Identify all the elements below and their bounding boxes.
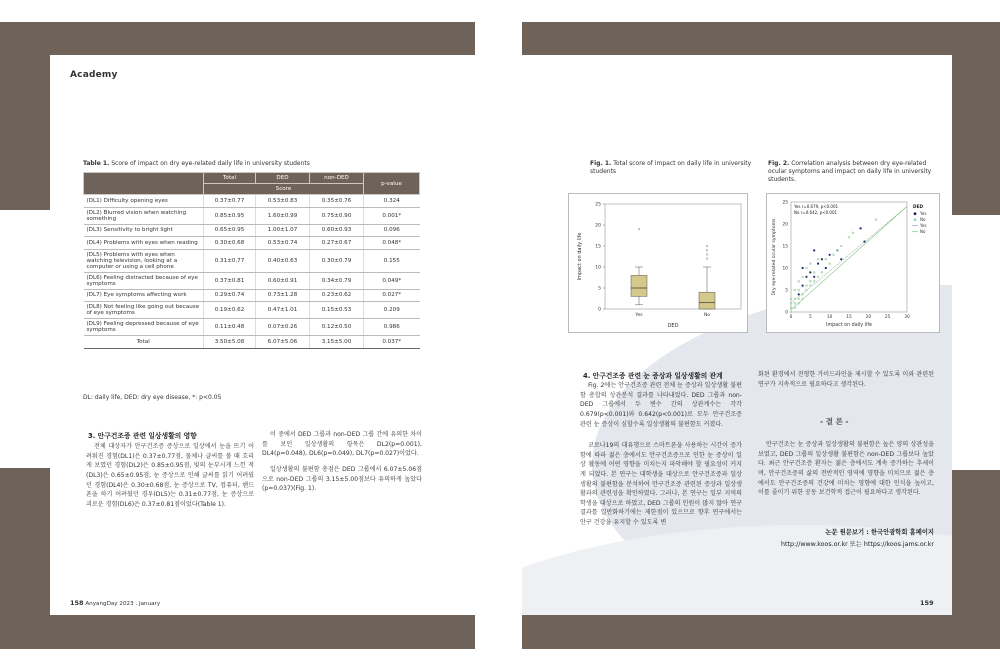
- conclusion-text: 안구건조는 눈 증상과 일상생활의 불편함은 높은 양의 상관성을 보였고, DED 그룹의 일상생활 불편함은 non-DED 그룹보다 높았다. 최근 안구건조증 환자는 젊은 층에서도 계속 증가하는 추세이며, 안구건조증의 삶의 전반적인 영역에 영향을 미치므로 젊은 층에서도 안구건조증의 건강에 미치는 영향에 대한 인식을 높이고, 이를 줄이기 위한 공동 보건학적 접근이 필요하다고 생각된다.: [758, 441, 934, 497]
- fig2-data-point: [805, 289, 808, 292]
- fig2-legend-label: No: [920, 229, 926, 234]
- fig2-data-point: [825, 258, 828, 261]
- fig2-data-point: [809, 280, 812, 283]
- fig2-data-point: [794, 302, 797, 305]
- table-header-score: Score: [204, 184, 364, 195]
- fig2-data-point: [790, 306, 793, 309]
- fig2-data-point: [860, 227, 862, 229]
- fig2-data-point: [797, 289, 800, 292]
- fig2-data-point: [790, 311, 793, 314]
- fig2-ytick-label: 25: [782, 200, 788, 206]
- fig2-data-point: [817, 276, 820, 279]
- fig2-legend-marker: [914, 218, 917, 221]
- fig2-data-point: [801, 276, 804, 279]
- fig1-plot-frame: [605, 204, 741, 309]
- fig2-data-point: [797, 280, 800, 283]
- fig1-ytick-label: 20: [595, 223, 601, 229]
- table-score-impact: [83, 172, 420, 349]
- top-band-right: [522, 22, 1000, 57]
- section4-column1-para2: 코로나19의 대유행으로 스마트폰을 사용하는 시간이 증가함에 따라 젊은 층에서도 안구건조증으로 인한 눈 증상이 일상 활동에 어떤 영향을 미치는지 파악해야 할 필요성이 커지게 되었다. 본 연구는 대학생을 대상으로 안구건조증과 일상생활의 불편함을 분석하여 안구건조증 관련된 증상과 일상생활과의 관련성을 확인하였다. 그러나, 본 연구는 일부 지역의 학생을 대상으로 하였고, DED 그룹의 인원이 많지 않아 연구 결과를 일반화하기에는 제한점이 있으므로 향후 연구에서는 안구 건강을 유지할 수 있도록 변: [580, 442, 742, 526]
- fig2-xtick-label: 10: [826, 315, 833, 320]
- fig2-xtick-label: 0: [789, 315, 793, 320]
- fig1-outlier-point: [706, 254, 708, 256]
- table-header-nonded: non-DED: [310, 173, 364, 184]
- fig2-data-point: [790, 302, 793, 305]
- fig2-data-point: [828, 262, 831, 265]
- section3-column2-para1: 이 중에서 DED 그룹과 non-DED 그룹 간에 유의한 차이를 보인 일상생활의 항목은 DL2(p=0.001), DL4(p=0.048), DL6(p=0.049), DL7(p=0.027)이었다.: [262, 431, 422, 458]
- fig2-data-point: [840, 245, 843, 248]
- fig2-data-point: [825, 267, 827, 269]
- fig2-data-point: [797, 302, 800, 305]
- fig1-ytick-label: 10: [595, 265, 601, 271]
- table-header-pvalue: p-value: [364, 173, 420, 195]
- fig2-data-point: [801, 293, 804, 296]
- fig2-ytick-label: 15: [782, 244, 788, 250]
- section3-column2-para2: 일상생활의 불편함 총점은 DED 그룹에서 6.07±5.06점으로 non-DED 그룹의 3.15±5.00점보다 유의하게 높았다(p=0.037)(Fig. 1).: [262, 466, 422, 493]
- fig1-boxplot: [569, 194, 749, 334]
- table-header-total: Total: [204, 173, 256, 184]
- fig2-data-point: [798, 293, 800, 295]
- table-header-blank: [84, 173, 204, 195]
- fig1-caption: Fig. 1. Total score of impact on daily life in university students: [590, 160, 752, 176]
- fig2-data-point: [821, 258, 823, 260]
- right-edge-tab-bottom: [952, 470, 1000, 615]
- source-label: 논문 원문보기 : 한국안광학회 홈페이지: [825, 529, 934, 536]
- fig2-data-point: [813, 249, 815, 251]
- fig2-ytick-label: 5: [785, 288, 788, 294]
- bottom-band-right: [522, 612, 1000, 649]
- fig2-data-point: [813, 280, 816, 283]
- fig2-data-point: [809, 284, 812, 287]
- left-page-footer: [70, 599, 160, 607]
- table-header-ded: DED: [256, 173, 310, 184]
- fig2-data-point: [848, 236, 851, 239]
- fig1-category-label: No: [703, 313, 711, 318]
- left-journal-label: AnyangDay 2023 . January: [85, 601, 161, 607]
- left-page-number: 158: [70, 599, 84, 607]
- table-row: (DL1) Difficulty opening eyes 0.37±0.77 0.53±0.83 0.35±0.76 0.324: [84, 195, 420, 208]
- fig2-data-point: [790, 298, 793, 301]
- fig1-container: [568, 193, 748, 333]
- fig2-data-point: [809, 262, 812, 265]
- table-row: (DL5) Problems with eyes when watching television, looking at a computer or using a cell phone 0.31±0.77 0.40±0.63 0.30±0.79 0.155: [84, 249, 420, 272]
- table-row: (DL3) Sensitivity to bright light 0.65±0.95 1.00±1.07 0.60±0.93 0.096: [84, 224, 420, 237]
- fig2-yaxis-label: Dry eye-related ocular symptoms: [772, 218, 777, 296]
- fig2-data-point: [809, 271, 811, 273]
- fig2-annotation: No r=0.642, p<0.001: [794, 210, 838, 215]
- fig2-data-point: [801, 298, 804, 301]
- fig2-data-point: [794, 306, 797, 309]
- table-total-row: Total 3.50±5.08 6.07±5.06 3.15±5.00 0.037*: [84, 336, 420, 349]
- fig2-xtick-label: 20: [865, 315, 872, 320]
- fig2-data-point: [797, 298, 800, 301]
- table-row: (DL6) Feeling distracted because of eye symptoms 0.37±0.81 0.60±0.91 0.34±0.79 0.049*: [84, 272, 420, 289]
- fig2-data-point: [805, 284, 808, 287]
- journal-logo: Academy: [70, 70, 118, 80]
- fig1-xaxis-label: DED: [667, 323, 679, 329]
- fig2-container: [766, 193, 940, 333]
- fig2-data-point: [832, 254, 835, 257]
- table-row: (DL2) Blurred vision when watching something 0.85±0.95 1.60±0.99 0.75±0.90 0.001*: [84, 207, 420, 224]
- fig2-legend-title: DED: [913, 205, 924, 210]
- table-row: (DL7) Eye symptoms affecting work 0.29±0.74 0.73±1.28 0.23±0.62 0.027*: [84, 289, 420, 302]
- fig2-data-point: [829, 254, 831, 256]
- fig1-yaxis-label: Impact on daily life: [577, 232, 583, 281]
- fig2-data-point: [794, 298, 797, 301]
- fig1-box: [631, 275, 647, 296]
- fig2-data-point: [875, 218, 878, 221]
- fig2-data-point: [805, 267, 808, 270]
- table1-footnote: DL: daily life, DED: dry eye disease, *: p<0.05: [83, 394, 222, 401]
- fig2-ytick-label: 0: [785, 310, 788, 316]
- fig2-data-point: [813, 276, 815, 278]
- fig2-xtick-label: 15: [846, 315, 852, 320]
- fig1-ytick-label: 15: [595, 244, 601, 250]
- fig2-data-point: [805, 276, 807, 278]
- section4-column1-para1: Fig. 2에는 안구건조증 관련 전체 눈 증상과 일상생활 불편함 총합의 상관분석 결과를 나타내었다. DED 그룹과 non-DED 그룹에서 두 변수 간의 상관계수는 각각 0.679(p<0.001)와 0.642(p<0.001)로 모두 안구건조증 관련 눈 증상이 심할수록 일상생활의 불편함도 커졌다.: [580, 382, 742, 428]
- right-page-number: 159: [920, 599, 934, 607]
- table1-caption: Table 1. Score of impact on dry eye-related daily life in university students: [83, 160, 310, 167]
- fig2-scatterplot: [767, 194, 941, 334]
- fig2-data-point: [817, 263, 819, 265]
- fig2-data-point: [840, 258, 842, 260]
- fig2-data-point: [802, 285, 804, 287]
- section3-heading: 3. 안구건조증 관련 일상생활의 영향: [88, 432, 197, 440]
- source-urls[interactable]: http://www.koos.or.kr 또는 https://koos.jams.or.kr: [781, 541, 934, 548]
- fig2-data-point: [817, 258, 820, 261]
- fig1-outlier-point: [706, 258, 708, 260]
- fig1-ytick-label: 25: [595, 202, 601, 208]
- fig2-xtick-label: 30: [904, 315, 910, 320]
- fig2-xtick-label: 5: [808, 315, 812, 320]
- fig2-data-point: [821, 271, 824, 274]
- top-band-left: [0, 22, 475, 57]
- fig2-caption: Fig. 2. Correlation analysis between dry eye-related ocular symptoms and impact on daily life in university students.: [768, 160, 932, 184]
- bottom-band-left: [0, 612, 475, 649]
- fig1-outlier-point: [706, 249, 708, 251]
- fig2-annotation: Yes r=0.679, p<0.001: [794, 204, 839, 209]
- fig2-xtick-label: 25: [884, 315, 891, 320]
- fig2-legend-label: Yes: [920, 223, 927, 228]
- left-edge-tab-top: [0, 55, 50, 210]
- table-row: (DL8) Not feeling like going out because of eye symptoms 0.19±0.62 0.47±1.01 0.15±0.53 0.209: [84, 302, 420, 319]
- fig2-data-point: [863, 241, 865, 243]
- left-edge-tab-bottom: [0, 468, 50, 615]
- fig1-outlier-point: [706, 245, 708, 247]
- fig1-box: [699, 292, 715, 309]
- fig2-data-point: [852, 232, 855, 235]
- section4-heading: 4. 안구건조증 관련 눈 증상과 일상생활의 관계: [583, 372, 723, 380]
- fig2-xaxis-label: Impact on daily life: [826, 323, 872, 328]
- fig1-ytick-label: 5: [598, 286, 601, 292]
- fig2-data-point: [802, 267, 804, 269]
- fig1-category-label: Yes: [635, 313, 643, 318]
- right-edge-tab-top: [952, 55, 1000, 215]
- conclusion-title: - 결 론 -: [820, 417, 849, 426]
- fig2-data-point: [813, 271, 816, 274]
- section3-column1: 전체 대상자가 안구건조증 증상으로 일상에서 눈을 뜨기 어려워진 경험(DL1)은 0.37±0.77점, 물체나 글씨를 볼 때 흐리게 보였던 경험(DL2)은 0.85±0.95점, 빛의 눈부시게 느낀 적(DL3)은 0.65±0.95점, 눈 증상으로 인해 글씨를 읽기 어려웠던 경험(DL4)은 0.30±0.68점, 눈 증상으로 TV, 컴퓨터, 핸드폰을 하기 어려웠던 경우(DL5)는 0.31±0.77점, 눈 증상으로 괴로운 경험(DL6)은 0.37±0.81점이었다(Table 1).: [86, 443, 254, 508]
- fig2-ytick-label: 20: [782, 222, 788, 228]
- fig2-legend-label: No: [920, 217, 926, 222]
- fig2-ytick-label: 10: [782, 266, 788, 272]
- table-row: (DL9) Feeling depressed because of eye symptoms 0.11±0.48 0.07±0.26 0.12±0.50 0.986: [84, 319, 420, 336]
- fig2-data-point: [794, 289, 797, 292]
- fig1-outlier-point: [638, 228, 640, 230]
- fig2-data-point: [836, 249, 839, 252]
- fig2-plot-frame: [791, 202, 907, 312]
- table-row: (DL4) Problems with eyes when reading 0.30±0.68 0.53±0.74 0.27±0.67 0.048*: [84, 237, 420, 250]
- fig1-ytick-label: 0: [598, 307, 601, 313]
- fig2-legend-label: Yes: [920, 211, 927, 216]
- section4-column2: 화된 환경에서 전형한 가이드라인을 제시할 수 있도록 이와 관련된 연구가 지속적으로 필요하다고 생각된다.: [758, 371, 934, 388]
- fig2-legend-marker: [914, 212, 917, 215]
